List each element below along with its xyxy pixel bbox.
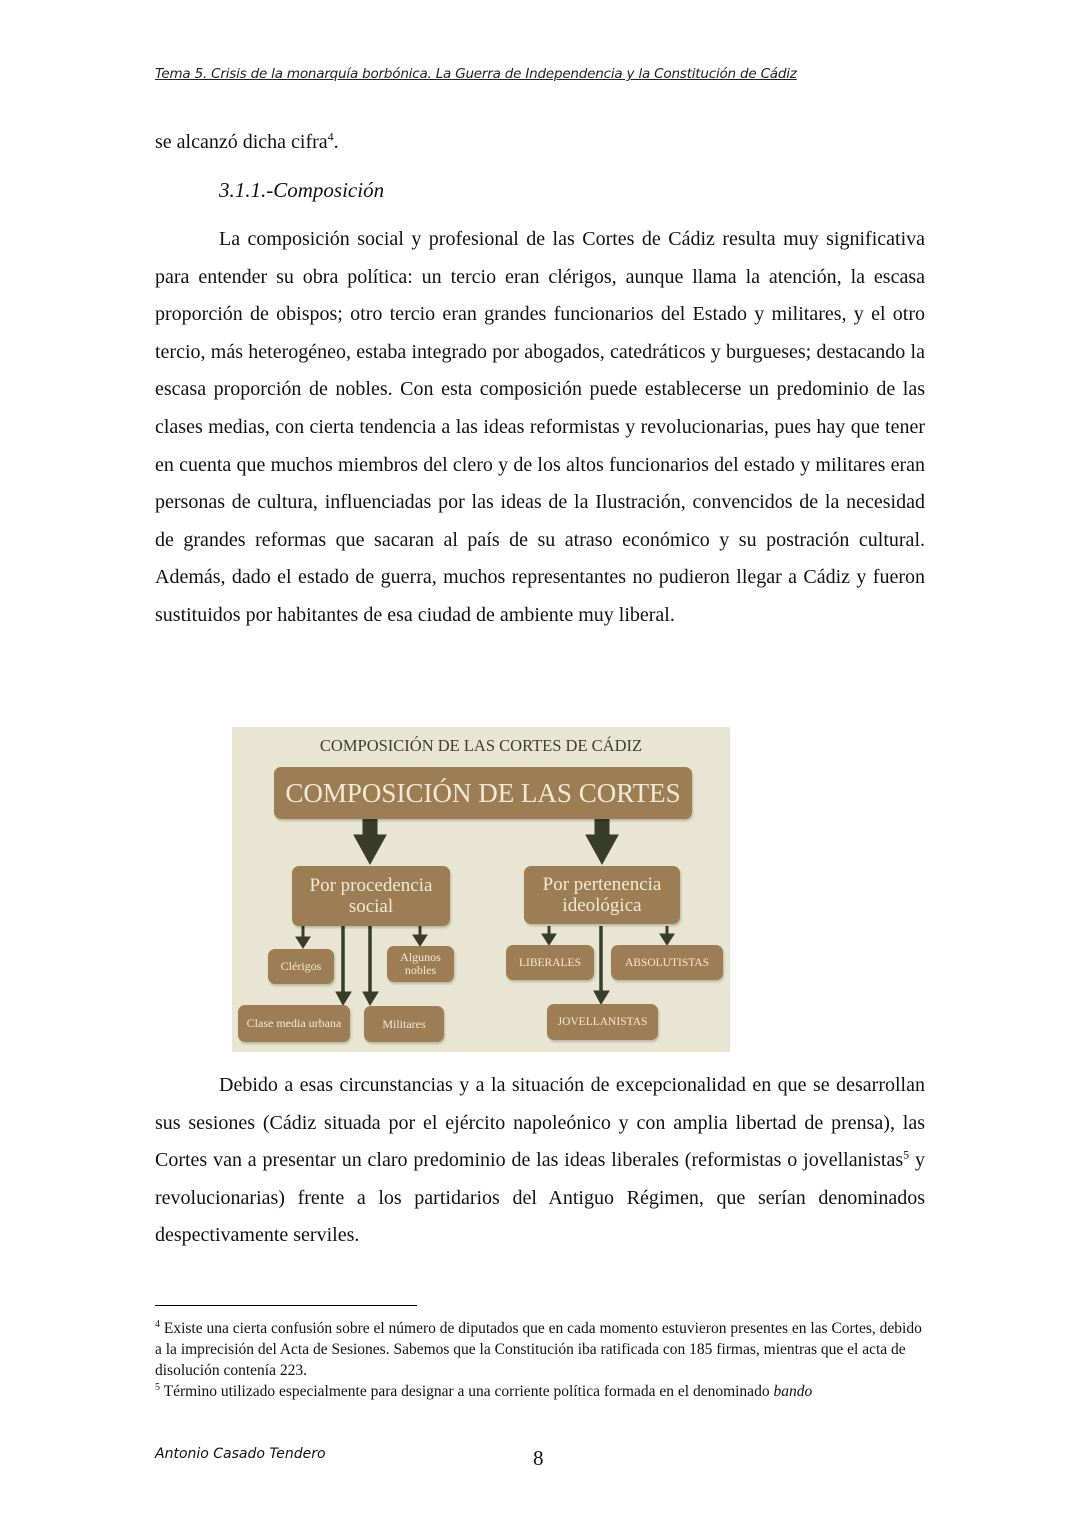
intro-text: se alcanzó dicha cifra [155, 131, 328, 153]
arrow-icon [595, 819, 609, 837]
root-box: COMPOSICIÓN DE LAS CORTES [274, 767, 692, 819]
paragraph-composition: La composición social y profesional de las Cortes de Cádiz resulta muy significativa para entender su obra política: un tercio eran clérigos, aunque llama la atención, la escasa proporción de obispos; otro tercio eran grandes funcionarios del Estado y militares, y el otro tercio, más heterogéneo, estaba integrado por abogados, catedráticos y burgueses; destacando la escasa proporción de nobles. Con esta composición puede establecerse un predominio de las clases medias, con cierta tendencia a las ideas reformistas y revolucionarias, pues hay que tener en cuenta que muchos miembros del clero y de los altos funcionarios del estado y militares eran personas de cultura, influenciadas por las ideas de la Ilustración, convencidos de la necesidad de grandes reformas que sacaran al país de su atraso económico y su postración cultural. Además, dado el estado de guerra, muchos representantes no pudieron llegar a Cádiz y fueron sustituidos por habitantes de esa ciudad de ambiente muy liberal. [155, 228, 925, 626]
jovellanistas-box: JOVELLANISTAS [547, 1004, 658, 1040]
footnote-number: 5 [155, 1381, 160, 1393]
footnote-4 [155, 1318, 925, 1381]
arrow-icon [354, 835, 386, 864]
militares-box: Militares [364, 1006, 444, 1042]
ideology-box: Por pertenencia ideológica [524, 866, 680, 924]
footnote-text: Existe una cierta confusión sobre el número de diputados que en cada momento estuvieron presentes en las Cortes, debido a la imprecisión del Acta de Sesiones. Sabemos que la Constitución iba ratificada con 185 firmas, mientras que el acta de disolución contenía 223. [155, 1320, 922, 1379]
footnote-ref-5[interactable]: 5 [903, 1147, 910, 1162]
clerigos-box: Clérigos [268, 949, 334, 984]
intro-end: . [333, 131, 339, 153]
composition-diagram [232, 727, 730, 1052]
diagram-title: COMPOSICIÓN DE LAS CORTES DE CÁDIZ [319, 736, 643, 755]
footnote-5 [155, 1381, 925, 1402]
clase-media-box: Clase media urbana [238, 1005, 350, 1042]
arrow-icon [586, 835, 618, 864]
footnote-ref-4[interactable]: 4 [327, 129, 334, 144]
footnote-text: Término utilizado especialmente para designar a una corriente política formada en el denominado [160, 1383, 774, 1400]
nobles-box: Algunos nobles [387, 946, 454, 982]
page-number: 8 [533, 1446, 544, 1470]
social-origin-box: Por procedencia social [292, 866, 450, 926]
running-header: Tema 5. Crisis de la monarquía borbónica. La Guerra de Independencia y la Constitución de Cádiz [155, 66, 797, 82]
liberales-box: LIBERALES [506, 945, 594, 980]
section-heading: 3.1.1.-Composición [219, 178, 385, 202]
intro-line [155, 124, 925, 162]
footnote-divider [155, 1305, 417, 1306]
arrow-icon [363, 819, 377, 837]
paragraph-text: Debido a esas circunstancias y a la situación de excepcionalidad en que se desarrollan sus sesiones (Cádiz situada por el ejército napoleónico y con amplia libertad de prensa), las Cortes van a presentar un claro predominio de las ideas liberales (reformistas o jovellanistas [155, 1074, 925, 1172]
paragraph-ideas [155, 1067, 925, 1255]
absolutistas-box: ABSOLUTISTAS [611, 945, 723, 980]
footnote-number: 4 [155, 1318, 160, 1330]
footer-author: Antonio Casado Tendero [155, 1446, 326, 1462]
footnote-italic: bando [773, 1383, 813, 1400]
paragraph-text: y revolucionarias) frente a los partidarios del Antiguo Régimen, que serían denominados despectivamente serviles. [155, 1149, 925, 1247]
